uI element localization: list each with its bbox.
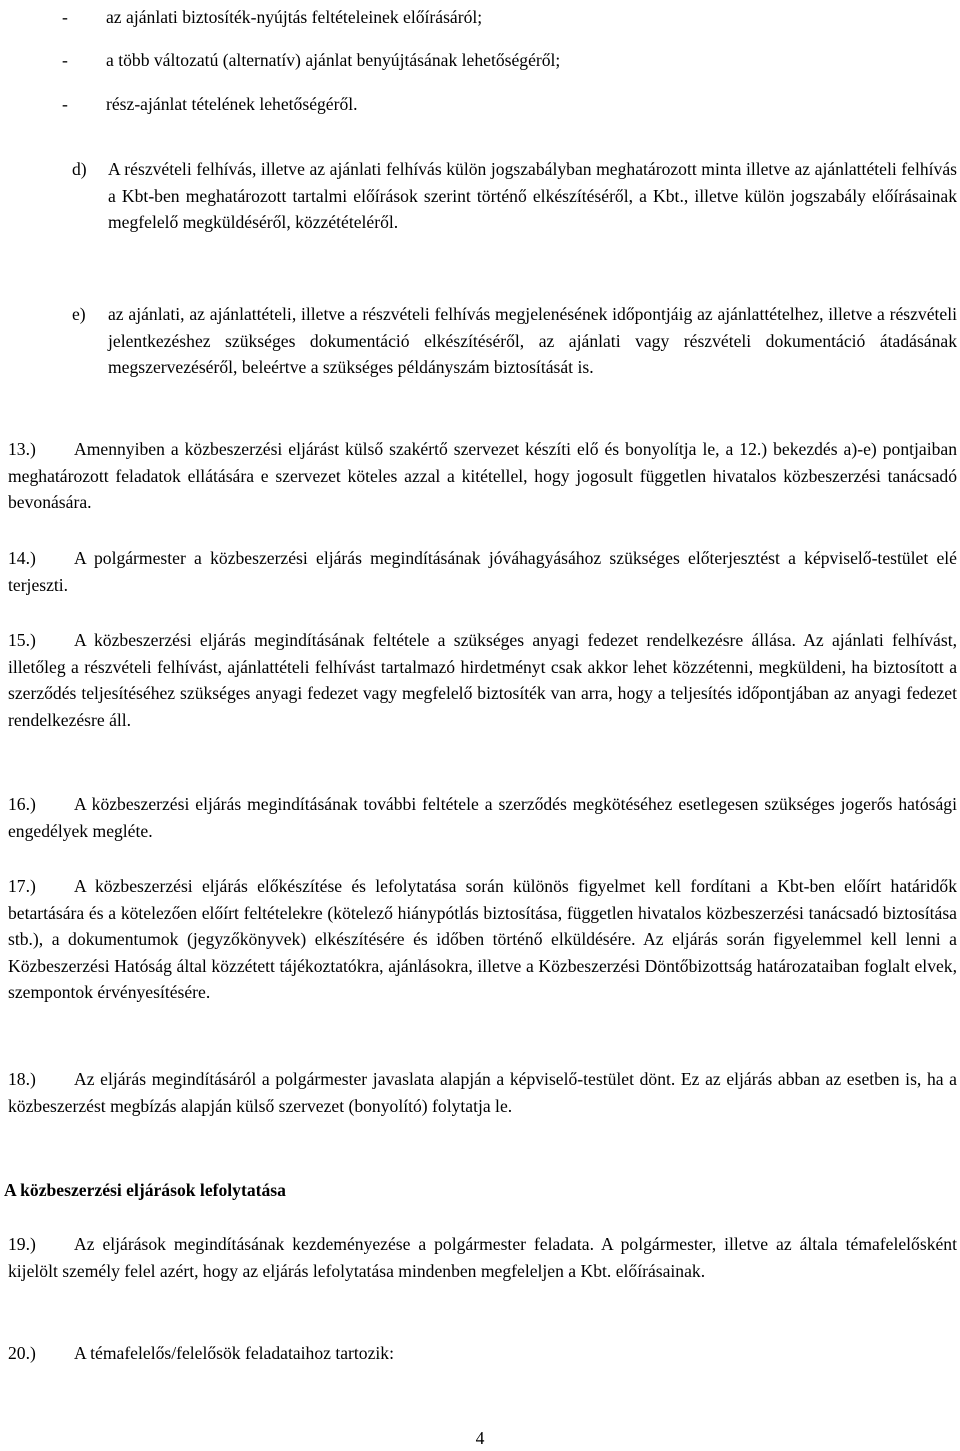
paragraph-number: 18.) [8,1069,36,1089]
bullet-dash: - [62,94,68,114]
bullet-item [62,4,482,30]
paragraph-15 [8,627,957,733]
paragraph-number: 14.) [8,548,36,568]
paragraph-text: Az eljárás megindításáról a polgármester javaslata alapján a képviselő-testület dönt. Ez az eljárás abban az esetben is, ha a közbeszerzést megbízás alapján külső szervezet (bonyolító) folytatja le. [8,1069,957,1116]
bullet-item [62,91,358,117]
paragraph-18 [8,1066,957,1119]
paragraph-text: A polgármester a közbeszerzési eljárás megindításának jóváhagyásához szükséges előterjesztést a képviselő-testület elé terjeszti. [8,548,957,595]
paragraph-19 [8,1231,957,1284]
bullet-text: a több változatú (alternatív) ajánlat benyújtásának lehetőségéről; [106,50,561,70]
paragraph-14 [8,545,957,598]
paragraph-text: A témafelelős/felelősök feladataihoz tartozik: [74,1343,394,1363]
sub-item-text: az ajánlati, az ajánlattételi, illetve a részvételi felhívás megjelenésének időpontjáig az ajánlattételhez, illetve a részvételi jelentkezéshez szükséges dokumentáció elkészítéséről, az ajánlati vagy részvételi dokumentáció átadásának megszervezéséről, beleértve a szükséges példányszám biztosítását is. [108,304,957,378]
section-heading: A közbeszerzési eljárások lefolytatása [4,1180,286,1200]
paragraph-number: 15.) [8,630,36,650]
paragraph-text: A közbeszerzési eljárás megindításának feltétele a szükséges anyagi fedezet rendelkezésre állása. Az ajánlati felhívást, illetőleg a részvételi felhívást, ajánlattételi felhívást tartalmazó hirdetményt csak akkor lehet közzétenni, megküldeni, ha biztosított a szerződés teljesítéséhez szükséges anyagi fedezet vagy megfelelő biztosíték van arra, hogy a teljesítés időpontjában az anyagi fedezet rendelkezésre áll. [8,630,957,730]
paragraph-number: 19.) [8,1234,36,1254]
sub-item-e [72,301,957,381]
paragraph-text: A közbeszerzési eljárás megindításának további feltétele a szerződés megkötéséhez esetlegesen szükséges jogerős hatósági engedélyek megléte. [8,794,957,841]
paragraph-16 [8,791,957,844]
paragraph-text: Az eljárások megindításának kezdeményezése a polgármester feladata. A polgármester, illetve az általa témafelelősként kijelölt személy felel azért, hogy az eljárás lefolytatása mindenben megfeleljen a Kbt. előírásainak. [8,1234,957,1281]
sub-item-label: d) [72,159,87,179]
bullet-text: rész-ajánlat tételének lehetőségéről. [106,94,358,114]
paragraph-text: Amennyiben a közbeszerzési eljárást külső szakértő szervezet készíti elő és bonyolítja le, a 12.) bekezdés a)-e) pontjaiban meghatározott feladatok ellátására e szervezet köteles azzal a kitétellel, hogy jogosult független hivatalos közbeszerzési tanácsadó bevonására. [8,439,957,513]
bullet-item [62,47,560,73]
paragraph-number: 13.) [8,439,36,459]
paragraph-17 [8,873,957,1006]
sub-item-text: A részvételi felhívás, illetve az ajánlati felhívás külön jogszabályban meghatározott minta illetve az ajánlattételi felhívás a Kbt-ben meghatározott tartalmi előírások szerint történő elkészítéséről, a Kbt., illetve külön jogszabály előírásainak megfelelő megküldéséről, közzétételéről. [108,159,957,233]
paragraph-text: A közbeszerzési eljárás előkészítése és lefolytatása során különös figyelmet kell fordítani a Kbt-ben előírt határidők betartására és a kötelezően előírt feltételekre (kötelező hiánypótlás biztosítása, független hivatalos közbeszerzési tanácsadó biztosítása stb.), a dokumentumok (jegyzőkönyvek) elkészítésére és időben történő elküldésére. Az eljárás során figyelemmel kell lenni a Közbeszerzési Hatóság által közzétett tájékoztatókra, ajánlásokra, illetve a Közbeszerzési Döntőbizottság határozataiban foglalt elvek, szempontok érvényesítésére. [8,876,957,1003]
sub-item-label: e) [72,304,86,324]
bullet-dash: - [62,50,68,70]
bullet-text: az ajánlati biztosíték-nyújtás feltételeinek előírásáról; [106,7,483,27]
paragraph-number: 16.) [8,794,36,814]
paragraph-20 [8,1340,957,1367]
sub-item-d [72,156,957,236]
paragraph-13 [8,436,957,516]
paragraph-number: 17.) [8,876,36,896]
paragraph-number: 20.) [8,1343,36,1363]
page-number: 4 [475,1428,485,1448]
bullet-dash: - [62,7,68,27]
